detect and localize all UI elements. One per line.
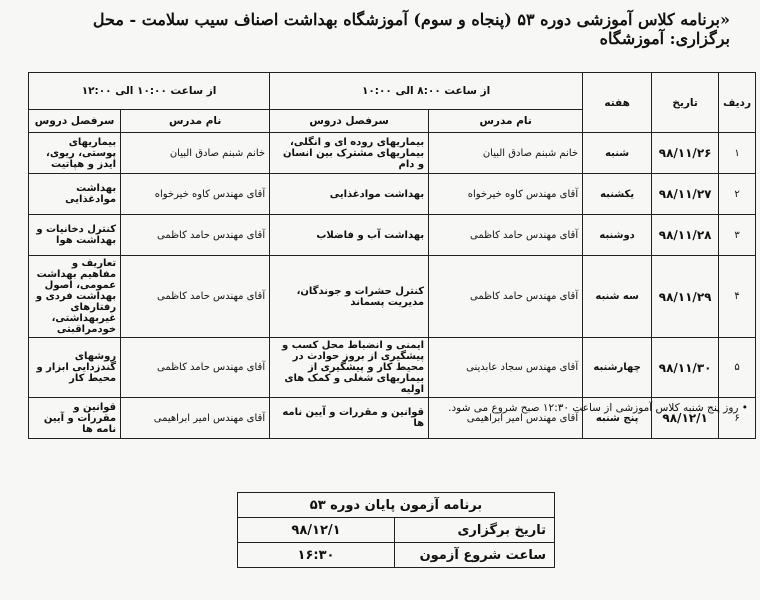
header-teacher-2: نام مدرس — [121, 110, 270, 133]
row-teacher-1: آقای مهندس حامد کاظمی — [429, 215, 583, 256]
row-topic-2: بیماریهای پوستی، ریوی، ایدز و هپاتیت — [29, 133, 121, 174]
row-index: ۲ — [719, 174, 756, 215]
row-teacher-2: آقای مهندس حامد کاظمی — [121, 215, 270, 256]
row-teacher-1: آقای مهندس حامد کاظمی — [429, 256, 583, 338]
row-topic-1: بیماریهای روده ای و انگلی، بیماریهای مشترک بین انسان و دام — [270, 133, 429, 174]
exam-schedule-table — [237, 492, 555, 568]
row-date: ۹۸/۱۲/۱ — [652, 398, 719, 439]
row-teacher-1: آقای مهندس سجاد عابدینی — [429, 338, 583, 398]
header-topics-1: سرفصل دروس — [270, 110, 429, 133]
row-day: دوشنبه — [583, 215, 652, 256]
exam-time-label: ساعت شروع آزمون — [395, 543, 555, 568]
exam-date-row — [238, 518, 555, 543]
header-week: هفته — [583, 73, 652, 133]
exam-time-row — [238, 543, 555, 568]
header-index: ردیف — [719, 73, 756, 133]
document-title: «برنامه کلاس آموزشی دوره ۵۳ (پنجاه و سوم) آموزشگاه بهداشت اصناف سیب سلامت - محل برگزاری: آموزشگاه — [92, 10, 730, 48]
exam-title-row — [238, 493, 555, 518]
exam-date-label: تاریخ برگزاری — [395, 518, 555, 543]
row-date: ۹۸/۱۱/۲۷ — [652, 174, 719, 215]
class-schedule-table — [28, 72, 756, 439]
row-topic-2: قوانین و مقررات و آیین نامه ها — [29, 398, 121, 439]
header-topics-2: سرفصل دروس — [29, 110, 121, 133]
row-topic-2: بهداشت موادغذایی — [29, 174, 121, 215]
table-row — [29, 338, 756, 398]
row-teacher-2: آقای مهندس حامد کاظمی — [121, 256, 270, 338]
header-teacher-1: نام مدرس — [429, 110, 583, 133]
row-index: ۶ — [719, 398, 756, 439]
row-topic-1: قوانین و مقررات و آیین نامه ها — [270, 398, 429, 439]
row-day: شنبه — [583, 133, 652, 174]
row-topic-2: تعاریف و مفاهیم بهداشت عمومی، اصول بهداشت فردی و رفتارهای غیربهداشتی، خودمراقبتی — [29, 256, 121, 338]
row-topic-1: ایمنی و انضباط محل کسب و پیشگیری از بروز حوادث در محیط کار و پیشگیری از بیماریهای شغلی و کمک های اولیه — [270, 338, 429, 398]
row-date: ۹۸/۱۱/۲۹ — [652, 256, 719, 338]
row-index: ۳ — [719, 215, 756, 256]
row-day: چهارشنبه — [583, 338, 652, 398]
row-teacher-1: آقای مهندس کاوه خیرخواه — [429, 174, 583, 215]
header-row — [29, 73, 756, 110]
table-row — [29, 215, 756, 256]
row-topic-1: بهداشت موادغذایی — [270, 174, 429, 215]
table-row — [29, 133, 756, 174]
row-topic-2: روشهای گندزدایی ابزار و محیط کار — [29, 338, 121, 398]
row-day: سه شنبه — [583, 256, 652, 338]
header-date: تاریخ — [652, 73, 719, 133]
table-row — [29, 256, 756, 338]
table-row — [29, 174, 756, 215]
row-teacher-2: آقای مهندس کاوه خیرخواه — [121, 174, 270, 215]
row-topic-2: کنترل دخانیات و بهداشت هوا — [29, 215, 121, 256]
row-teacher-2: آقای مهندس حامد کاظمی — [121, 338, 270, 398]
exam-time-value: ۱۶:۳۰ — [238, 543, 395, 568]
footnote: • روز پنج شنبه کلاس آموزشی از ساعت ۱۲:۳۰ صبح شروع می شود. — [448, 402, 748, 414]
row-topic-1: کنترل حشرات و جوندگان، مدیریت پسماند — [270, 256, 429, 338]
row-topic-1: بهداشت آب و فاضلاب — [270, 215, 429, 256]
row-index: ۴ — [719, 256, 756, 338]
row-date: ۹۸/۱۱/۳۰ — [652, 338, 719, 398]
row-date: ۹۸/۱۱/۲۶ — [652, 133, 719, 174]
header-session-2: از ساعت ۱۰:۰۰ الی ۱۲:۰۰ — [29, 73, 270, 110]
exam-date-value: ۹۸/۱۲/۱ — [238, 518, 395, 543]
header-session-1: از ساعت ۸:۰۰ الی ۱۰:۰۰ — [270, 73, 583, 110]
row-index: ۵ — [719, 338, 756, 398]
row-teacher-1: آقای مهندس امیر ابراهیمی — [429, 398, 583, 439]
row-teacher-2: خانم شبنم صادق البیان — [121, 133, 270, 174]
row-day: یکشنبه — [583, 174, 652, 215]
row-date: ۹۸/۱۱/۲۸ — [652, 215, 719, 256]
row-teacher-2: آقای مهندس امیر ابراهیمی — [121, 398, 270, 439]
exam-title: برنامه آزمون پایان دوره ۵۳ — [238, 493, 555, 518]
row-teacher-1: خانم شبنم صادق البیان — [429, 133, 583, 174]
row-index: ۱ — [719, 133, 756, 174]
row-day: پنج شنبه — [583, 398, 652, 439]
